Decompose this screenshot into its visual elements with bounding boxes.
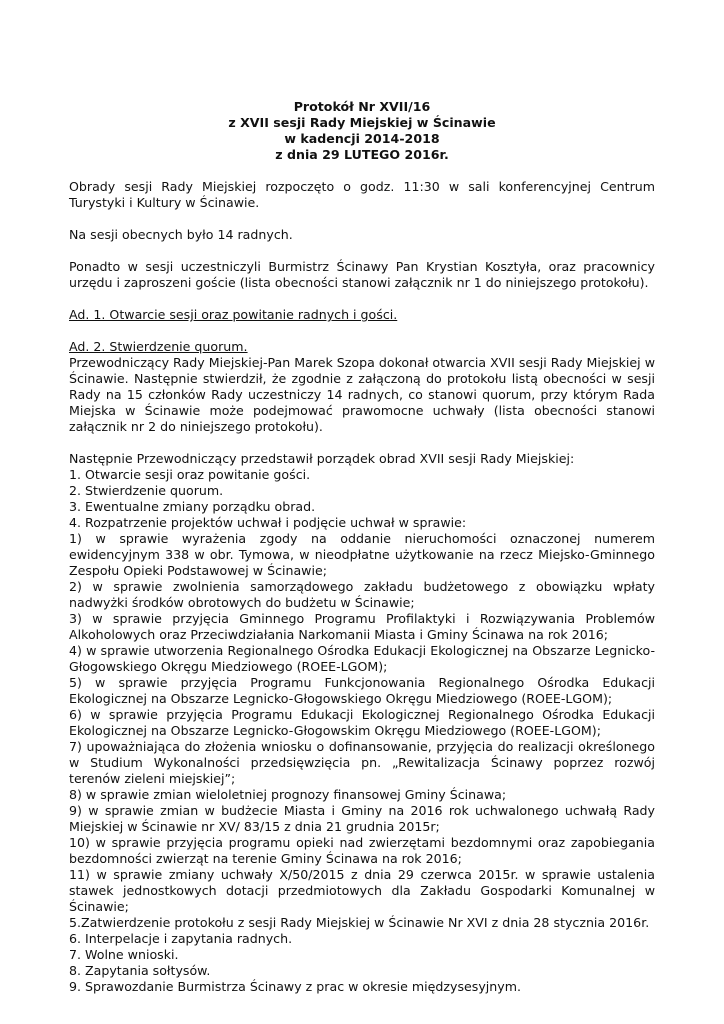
protocol-document (69, 99, 655, 995)
ad1-heading: Ad. 1. Otwarcie sesji oraz powitanie radnych i gości. (69, 307, 398, 322)
agenda-item: 5.Zatwierdzenie protokołu z sesji Rady Miejskiej w Ścinawie Nr XVI z dnia 28 stycznia 2016r. (69, 915, 650, 930)
agenda-item: 1. Otwarcie sesji oraz powitanie gości. (69, 467, 311, 482)
title-line: Protokół Nr XVII/16 (293, 99, 431, 114)
protocol-title (69, 99, 655, 163)
agenda-item: 8) w sprawie zmian wieloletniej prognozy finansowej Gminy Ścinawa; (69, 787, 507, 802)
agenda-intro: Następnie Przewodniczący przedstawił porządek obrad XVII sesji Rady Miejskiej: (69, 451, 575, 466)
agenda-item: 2) w sprawie zwolnienia samorządowego zakładu budżetowego z obowiązku wpłaty nadwyżki środków obrotowych do budżetu w Ścinawie; (69, 579, 655, 610)
agenda-item: 1) w sprawie wyrażenia zgody na oddanie nieruchomości oznaczonej numerem ewidencyjnym 338 w obr. Tymowa, w nieodpłatne użytkowanie na rzecz Miejsko-Gminnego Zespołu Opieki Podstawowej w Ścinawie; (69, 531, 655, 578)
agenda-item: 4) w sprawie utworzenia Regionalnego Ośrodka Edukacji Ekologicznej na Obszarze Legnicko-Głogowskiego Okręgu Miedziowego (ROEE-LGOM); (69, 643, 655, 674)
ad2-paragraph: Przewodniczący Rady Miejskiej-Pan Marek Szopa dokonał otwarcia XVII sesji Rady Miejskiej w Ścinawie. Następnie stwierdził, że zgodnie z załączoną do protokołu listą obecności w sesji Rady na 15 członków Rady uczestniczy 14 radnych, co stanowi quorum, przy którym Rada Miejska w Ścinawie może podejmować prawomocne uchwały (lista obecności stanowi załącznik nr 2 do niniejszego protokołu). (69, 355, 655, 434)
agenda-item: 4. Rozpatrzenie projektów uchwał i podjęcie uchwał w sprawie: (69, 515, 467, 530)
agenda-item: 3) w sprawie przyjęcia Gminnego Programu Profilaktyki i Rozwiązywania Problemów Alkoholowych oraz Przeciwdziałania Narkomanii Miasta i Gminy Ścinawa na rok 2016; (69, 611, 655, 642)
title-line: w kadencji 2014-2018 (284, 131, 440, 146)
agenda-item: 10) w sprawie przyjęcia programu opieki nad zwierzętami bezdomnymi oraz zapobiegania bezdomności zwierząt na terenie Gminy Ścinawa na rok 2016; (69, 835, 655, 866)
title-line: z dnia 29 LUTEGO 2016r. (275, 147, 449, 162)
agenda-item: 7) upoważniająca do złożenia wniosku o dofinansowanie, przyjęcia do realizacji określonego w Studium Wykonalności przedsięwzięcia pn. „Rewitalizacja Ścinawy poprzez rozwój terenów zieleni miejskiej”; (69, 739, 655, 786)
agenda-item: 6. Interpelacje i zapytania radnych. (69, 931, 293, 946)
ad2-heading: Ad. 2. Stwierdzenie quorum. (69, 339, 248, 354)
agenda-item: 2. Stwierdzenie quorum. (69, 483, 224, 498)
opening-paragraph: Obrady sesji Rady Miejskiej rozpoczęto o godz. 11:30 w sali konferencyjnej Centrum Turystyki i Kultury w Ścinawie. (69, 179, 655, 210)
participants-paragraph: Ponadto w sesji uczestniczyli Burmistrz Ścinawy Pan Krystian Kosztyła, oraz pracownicy urzędu i zaproszeni goście (lista obecności stanowi załącznik nr 1 do niniejszego protokołu). (69, 259, 655, 290)
attendance-paragraph: Na sesji obecnych było 14 radnych. (69, 227, 293, 242)
agenda-list (69, 467, 655, 995)
title-line: z XVII sesji Rady Miejskiej w Ścinawie (228, 115, 496, 130)
agenda-item: 8. Zapytania sołtysów. (69, 963, 211, 978)
agenda-item: 9) w sprawie zmian w budżecie Miasta i Gminy na 2016 rok uchwalonego uchwałą Rady Miejskiej w Ścinawie nr XV/ 83/15 z dnia 21 grudnia 2015r; (69, 803, 655, 834)
agenda-item: 7. Wolne wnioski. (69, 947, 179, 962)
agenda-item: 3. Ewentualne zmiany porządku obrad. (69, 499, 316, 514)
agenda-item: 9. Sprawozdanie Burmistrza Ścinawy z prac w okresie międzysesyjnym. (69, 979, 521, 994)
agenda-item: 6) w sprawie przyjęcia Programu Edukacji Ekologicznej Regionalnego Ośrodka Edukacji Ekologicznej na Obszarze Legnicko-Głogowskim Okręgu Miedziowego (ROEE-LGOM); (69, 707, 655, 738)
agenda-item: 11) w sprawie zmiany uchwały X/50/2015 z dnia 29 czerwca 2015r. w sprawie ustalenia stawek jednostkowych dotacji przedmiotowych dla Zakładu Gospodarki Komunalnej w Ścinawie; (69, 867, 655, 914)
agenda-item: 5) w sprawie przyjęcia Programu Funkcjonowania Regionalnego Ośrodka Edukacji Ekologicznej na Obszarze Legnicko-Głogowskiego Okręgu Miedziowego (ROEE-LGOM); (69, 675, 655, 706)
